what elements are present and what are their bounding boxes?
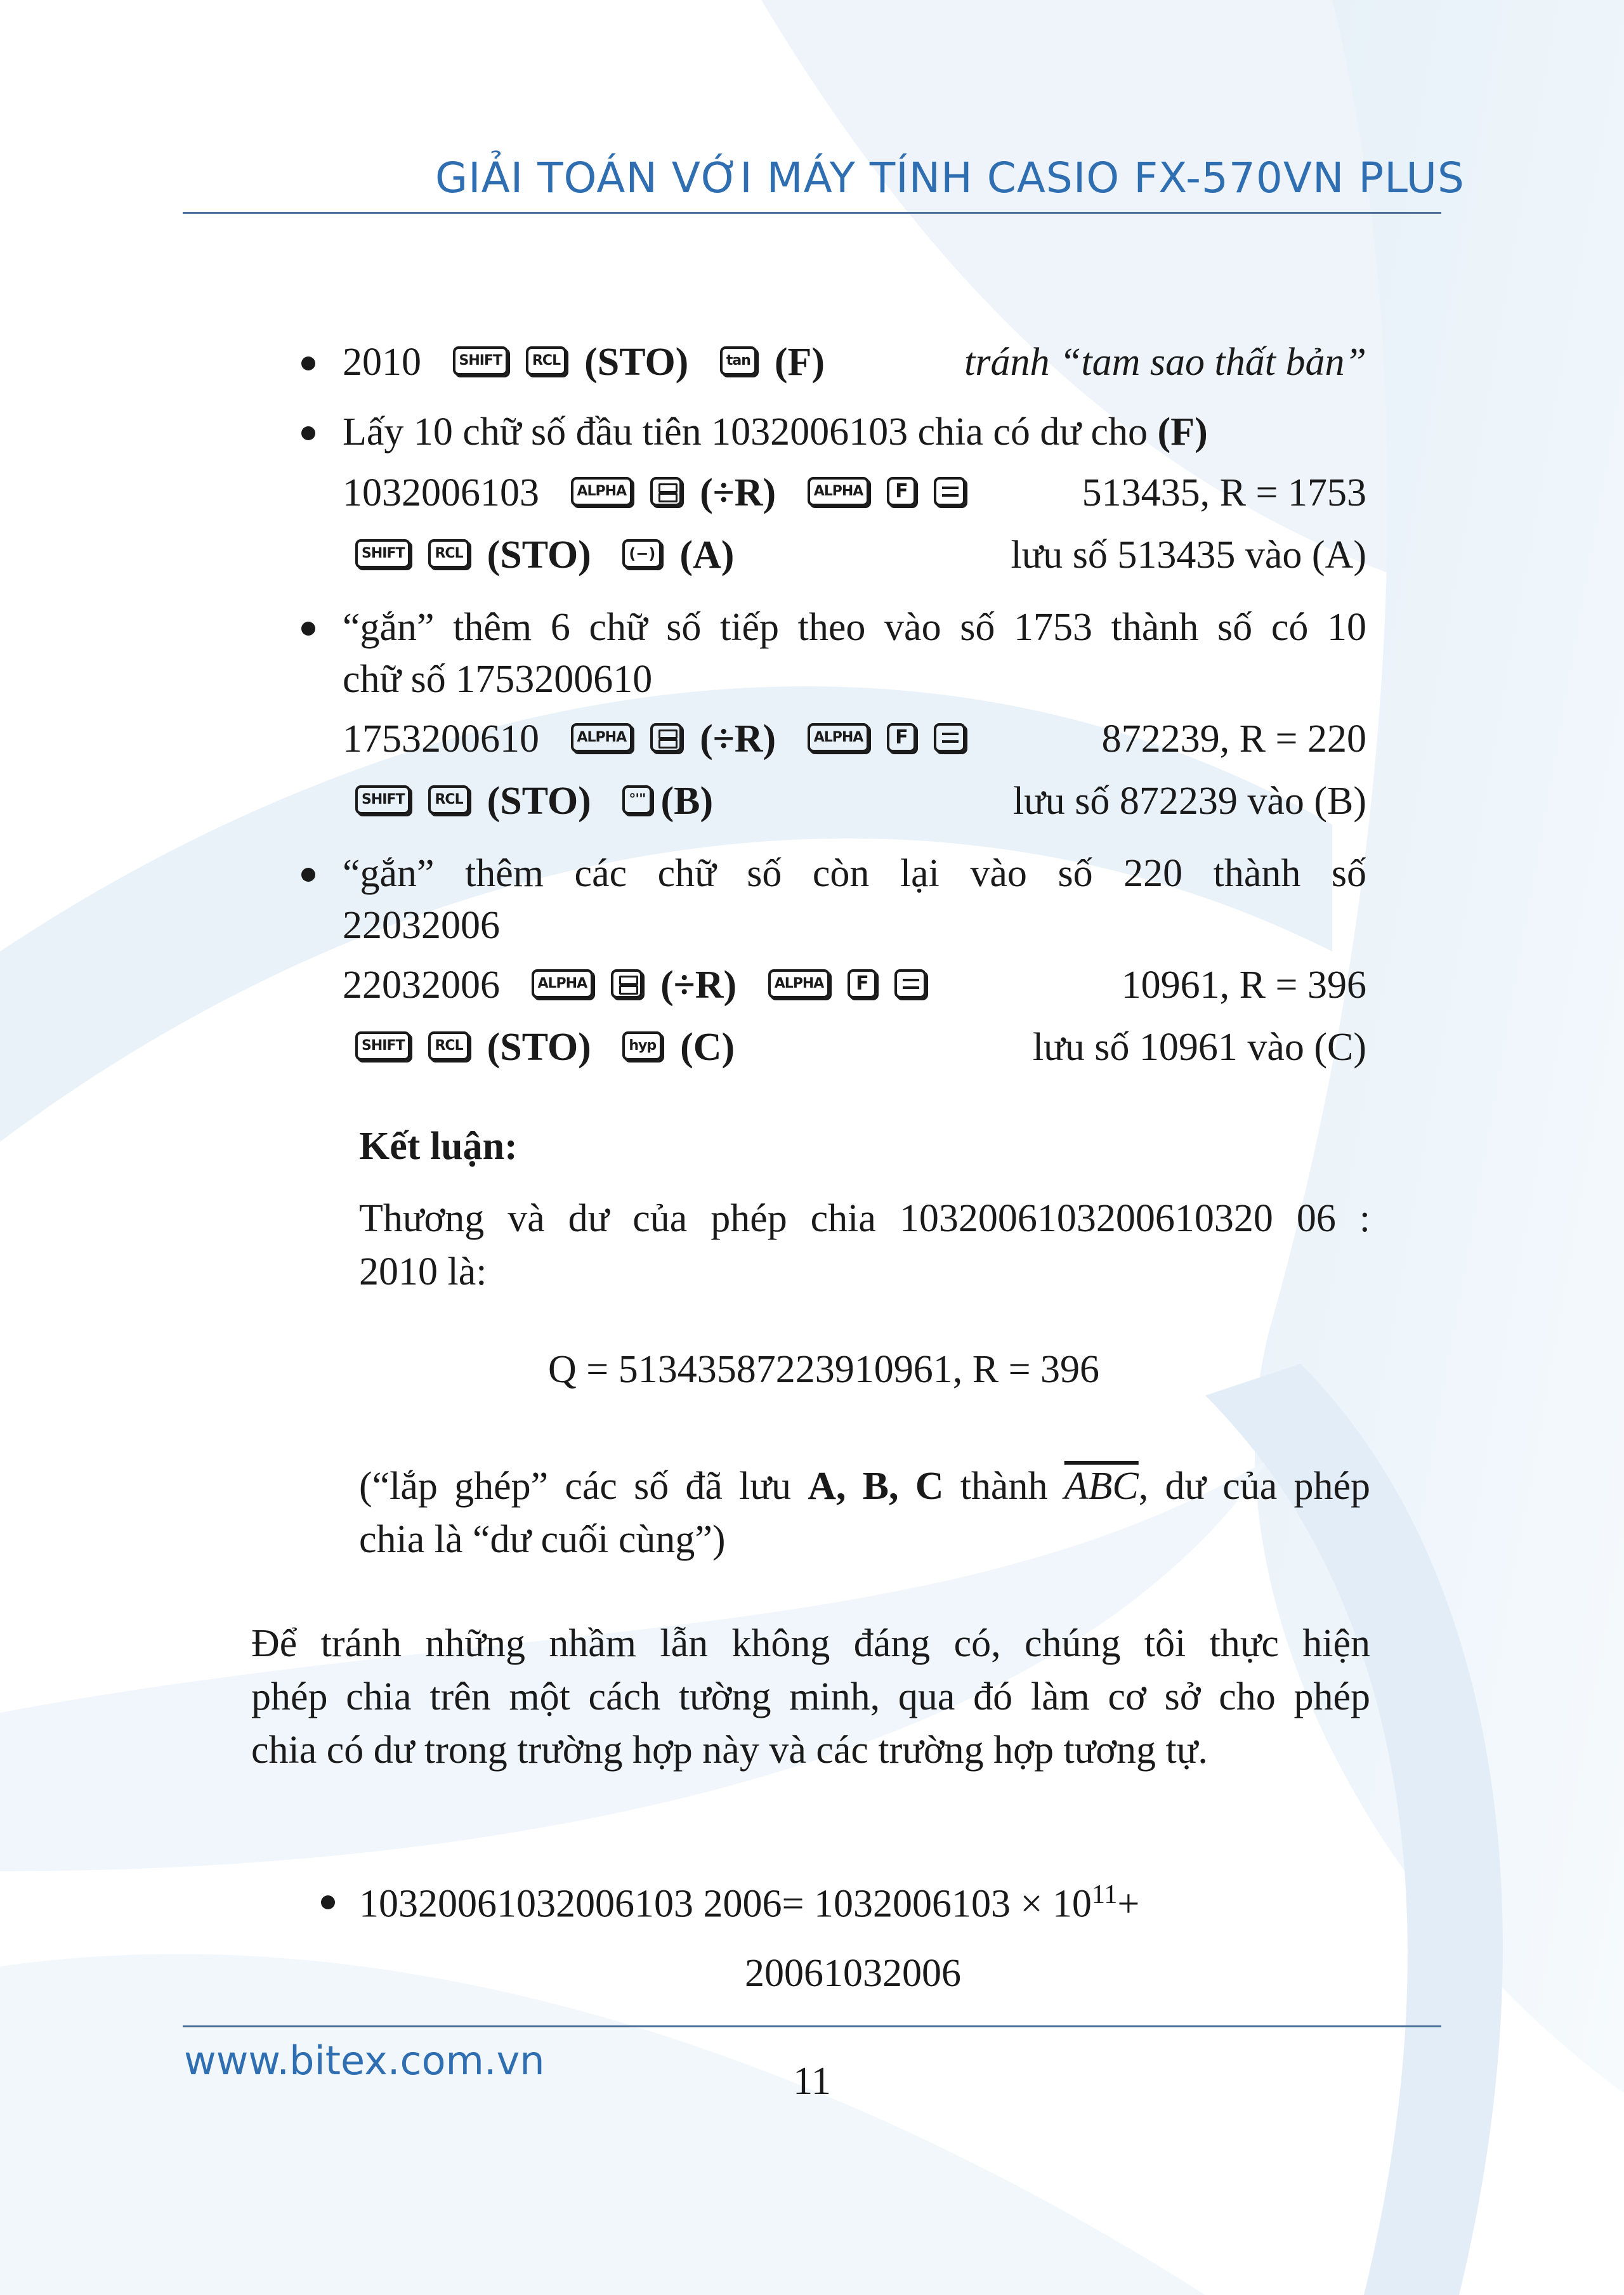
div-r-label: (÷R): [660, 964, 737, 1007]
alpha-key-icon: ALPHA: [532, 969, 594, 998]
step4-text-line1: “gắn” thêm các chữ số còn lại vào số 220 thành số: [343, 852, 1366, 895]
conclusion-note-line2: chia là “dư cuối cùng”): [359, 1518, 726, 1561]
f-key-icon: F: [887, 723, 916, 752]
degree-key-icon: °'": [622, 785, 652, 814]
step4-text-line2: 22032006: [343, 904, 500, 947]
step3-text-line1: “gắn” thêm 6 chữ số tiếp theo vào số 1753 thành số có 10: [343, 606, 1366, 649]
sto-label: (STO): [487, 533, 591, 577]
step2-result: 513435, R = 1753: [1082, 471, 1366, 514]
sto-label: (STO): [487, 1026, 591, 1069]
step4-save-note: lưu số 10961 vào (C): [1032, 1026, 1366, 1069]
final-plus: +: [1117, 1882, 1140, 1926]
sto-label: (STO): [487, 780, 591, 823]
bullet: [301, 868, 315, 882]
hyp-key-icon: hyp: [622, 1031, 662, 1061]
equals-key-icon: [934, 723, 966, 752]
shift-key-icon: SHIFT: [355, 539, 410, 568]
footer-url-link[interactable]: www.bitex.com.vn: [184, 2037, 545, 2084]
div-r-label: (÷R): [700, 471, 776, 514]
note-part1: (“lắp ghép” các số đã lưu: [359, 1465, 791, 1508]
header-title: GIẢI TOÁN VỚI MÁY TÍNH CASIO FX-570VN PLUS: [435, 154, 1465, 202]
step3-number: 1753200610: [343, 717, 539, 761]
register-label: (F): [774, 341, 825, 384]
conclusion-heading: Kết luận:: [359, 1125, 518, 1168]
register-label: (A): [679, 533, 735, 577]
register-label: (C): [680, 1026, 735, 1069]
rcl-key-icon: RCL: [428, 1031, 469, 1061]
bullet: [301, 622, 315, 636]
fraction-key-icon: [611, 969, 643, 998]
shift-key-icon: SHIFT: [355, 785, 410, 814]
alpha-key-icon: ALPHA: [768, 969, 830, 998]
step3-calc-line: [343, 719, 983, 759]
bullet: [301, 426, 315, 440]
f-key-icon: F: [887, 477, 916, 506]
step3-text-line2: chữ số 1753200610: [343, 658, 653, 701]
note-part3: , dư của phép: [1138, 1465, 1371, 1508]
rcl-key-icon: RCL: [428, 785, 469, 814]
conclusion-text-line2: 2010 là:: [359, 1250, 487, 1293]
header-rule: [183, 212, 1441, 214]
step4-calc-line: [343, 965, 944, 1005]
conclusion-note-line1: [359, 1467, 1370, 1506]
fraction-key-icon: [650, 723, 682, 752]
shift-key-icon: SHIFT: [453, 346, 508, 376]
final-mid: = 1032006103 × 10: [782, 1882, 1092, 1926]
final-equation-line2: 20061032006: [745, 1952, 961, 1995]
step4-store-line: [355, 1028, 735, 1067]
step2-text: Lấy 10 chữ số đầu tiên 1032006103 chia có dư cho (F): [343, 410, 1208, 454]
step1-number: 2010: [343, 341, 421, 384]
tan-key-icon: tan: [720, 346, 757, 376]
paragraph-line2: phép chia trên một cách tường minh, qua đó làm cơ sở cho phép: [251, 1675, 1370, 1718]
conclusion-text-line1: Thương và dư của phép chia 1032006103200610320 06 :: [359, 1197, 1370, 1240]
fraction-key-icon: [650, 477, 682, 506]
paragraph-line1: Để tránh những nhầm lẫn không đáng có, chúng tôi thực hiện: [251, 1622, 1370, 1665]
conclusion-formula: Q = 51343587223910961, R = 396: [548, 1348, 1100, 1391]
paragraph-line3: chia có dư trong trường hợp này và các trường hợp tương tự.: [251, 1729, 1208, 1772]
step4-number: 22032006: [343, 964, 500, 1007]
final-exponent: 11: [1091, 1880, 1118, 1909]
step1-note: tránh “tam sao thất bản”: [964, 341, 1366, 384]
note-bold-registers: A, B, C: [808, 1465, 944, 1508]
page-number: 11: [793, 2060, 831, 2103]
step2-number: 1032006103: [343, 471, 539, 514]
alpha-key-icon: ALPHA: [571, 477, 633, 506]
step3-save-note: lưu số 872239 vào (B): [1012, 780, 1366, 823]
f-key-icon: F: [848, 969, 877, 998]
rcl-key-icon: RCL: [428, 539, 469, 568]
abc-overline: $\overline{ABC}$: [1064, 1465, 1139, 1508]
alpha-key-icon: ALPHA: [571, 723, 633, 752]
footer-rule: [183, 2025, 1441, 2027]
div-r-label: (÷R): [700, 717, 776, 761]
equals-key-icon: [894, 969, 926, 998]
step4-result: 10961, R = 396: [1121, 964, 1366, 1007]
final-lhs: 10320061032006103 2006: [359, 1882, 782, 1926]
note-part2: thành: [960, 1465, 1048, 1508]
bullet: [301, 356, 315, 370]
shift-key-icon: SHIFT: [355, 1031, 410, 1061]
alpha-key-icon: ALPHA: [808, 477, 870, 506]
register-label: (B): [660, 780, 714, 823]
sto-label: (STO): [584, 341, 689, 384]
step1-line: [343, 343, 825, 382]
step3-result: 872239, R = 220: [1101, 717, 1366, 761]
step3-store-line: [355, 781, 713, 821]
step2-store-line: [355, 535, 734, 575]
rcl-key-icon: RCL: [526, 346, 566, 376]
negative-key-icon: (−): [622, 539, 662, 568]
bullet: [321, 1895, 335, 1909]
step2-calc-line: [343, 473, 968, 513]
step2-save-note: lưu số 513435 vào (A): [1011, 533, 1366, 577]
alpha-key-icon: ALPHA: [808, 723, 870, 752]
final-equation-line1: [359, 1881, 1139, 1924]
